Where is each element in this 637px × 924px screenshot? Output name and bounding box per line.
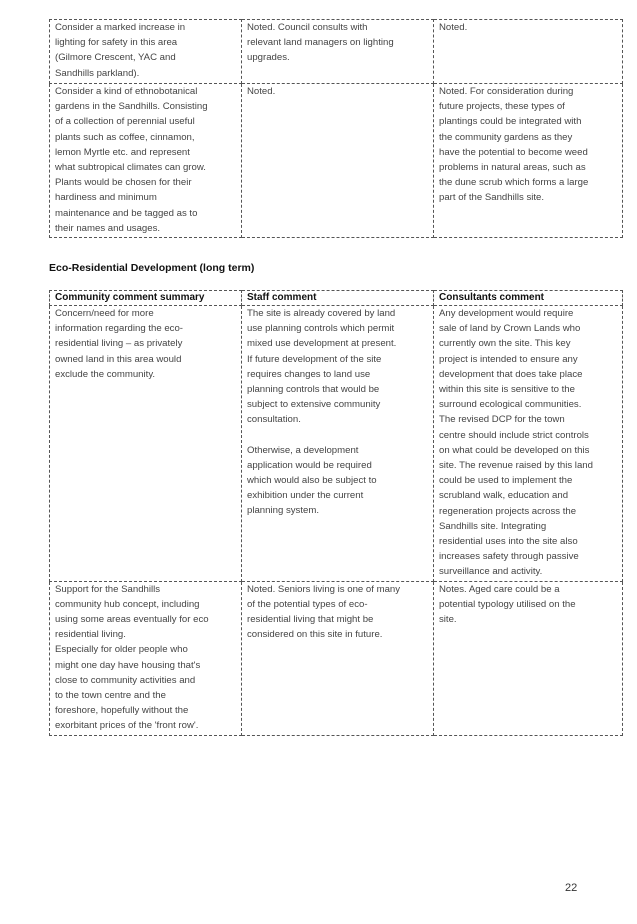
consultant-comment-cell: Noted. For consideration during future projects, these types of plantings could be integrated with the community gardens as they have the potential to become weed problems in natural areas, such as the dune scrub which forms a large part of the Sandhills site. <box>434 84 623 238</box>
community-comment-header: Community comment summary <box>50 291 242 306</box>
eco-residential-comments-table <box>49 290 623 736</box>
community-comment-cell: Consider a kind of ethnobotanical gardens in the Sandhills. Consisting of a collection of perennial useful plants such as coffee, cinnamon, lemon Myrtle etc. and represent what subtropical climates can grow. Plants would be chosen for their hardiness and minimum maintenance and be tagged as to their names and usages. <box>50 84 242 238</box>
consultant-comment-cell: Any development would require sale of land by Crown Lands who currently own the site. This key project is intended to ensure any development that does take place within this site is sensitive to the surround ecological communities. The revised DCP for the town centre should include strict controls on what could be developed on this site. The revenue raised by this land could be used to implement the scrubland walk, education and regeneration projects across the Sandhills site. Integrating residential uses into the site also increases safety through passive surveillance and activity. <box>434 306 623 582</box>
consultant-comment-header: Consultants comment <box>434 291 623 306</box>
staff-comment-cell: The site is already covered by land use planning controls which permit mixed use development at present. If future development of the site requires changes to land use planning controls that would be subject to extensive community consultation. Otherwise, a development application would be required which would also be subject to exhibition under the current planning system. <box>242 306 434 582</box>
staff-comment-cell: Noted. Council consults with relevant land managers on lighting upgrades. <box>242 20 434 84</box>
consultant-comment-cell: Noted. <box>434 20 623 84</box>
staff-comment-cell: Noted. Seniors living is one of many of the potential types of eco- residential living that might be considered on this site in future. <box>242 581 434 735</box>
page-number: 22 <box>565 882 578 894</box>
table-row <box>50 20 623 84</box>
consultant-comment-cell: Notes. Aged care could be a potential typology utilised on the site. <box>434 581 623 735</box>
community-comment-cell: Support for the Sandhills community hub concept, including using some areas eventually for eco residential living. Especially for older people who might one day have housing that's close to community activities and to the town centre and the foreshore, hopefully without the exorbitant prices of the 'front row'. <box>50 581 242 735</box>
staff-comment-cell: Noted. <box>242 84 434 238</box>
table-row <box>50 306 623 582</box>
staff-comment-header: Staff comment <box>242 291 434 306</box>
table-row <box>50 84 623 238</box>
section-heading: Eco-Residential Development (long term) <box>49 262 255 274</box>
table-header-row <box>50 291 623 306</box>
comments-table-continued <box>49 19 623 238</box>
table-row <box>50 581 623 735</box>
community-comment-cell: Concern/need for more information regarding the eco- residential living – as privately owned land in this area would exclude the community. <box>50 306 242 582</box>
community-comment-cell: Consider a marked increase in lighting for safety in this area (Gilmore Crescent, YAC and Sandhills parkland). <box>50 20 242 84</box>
